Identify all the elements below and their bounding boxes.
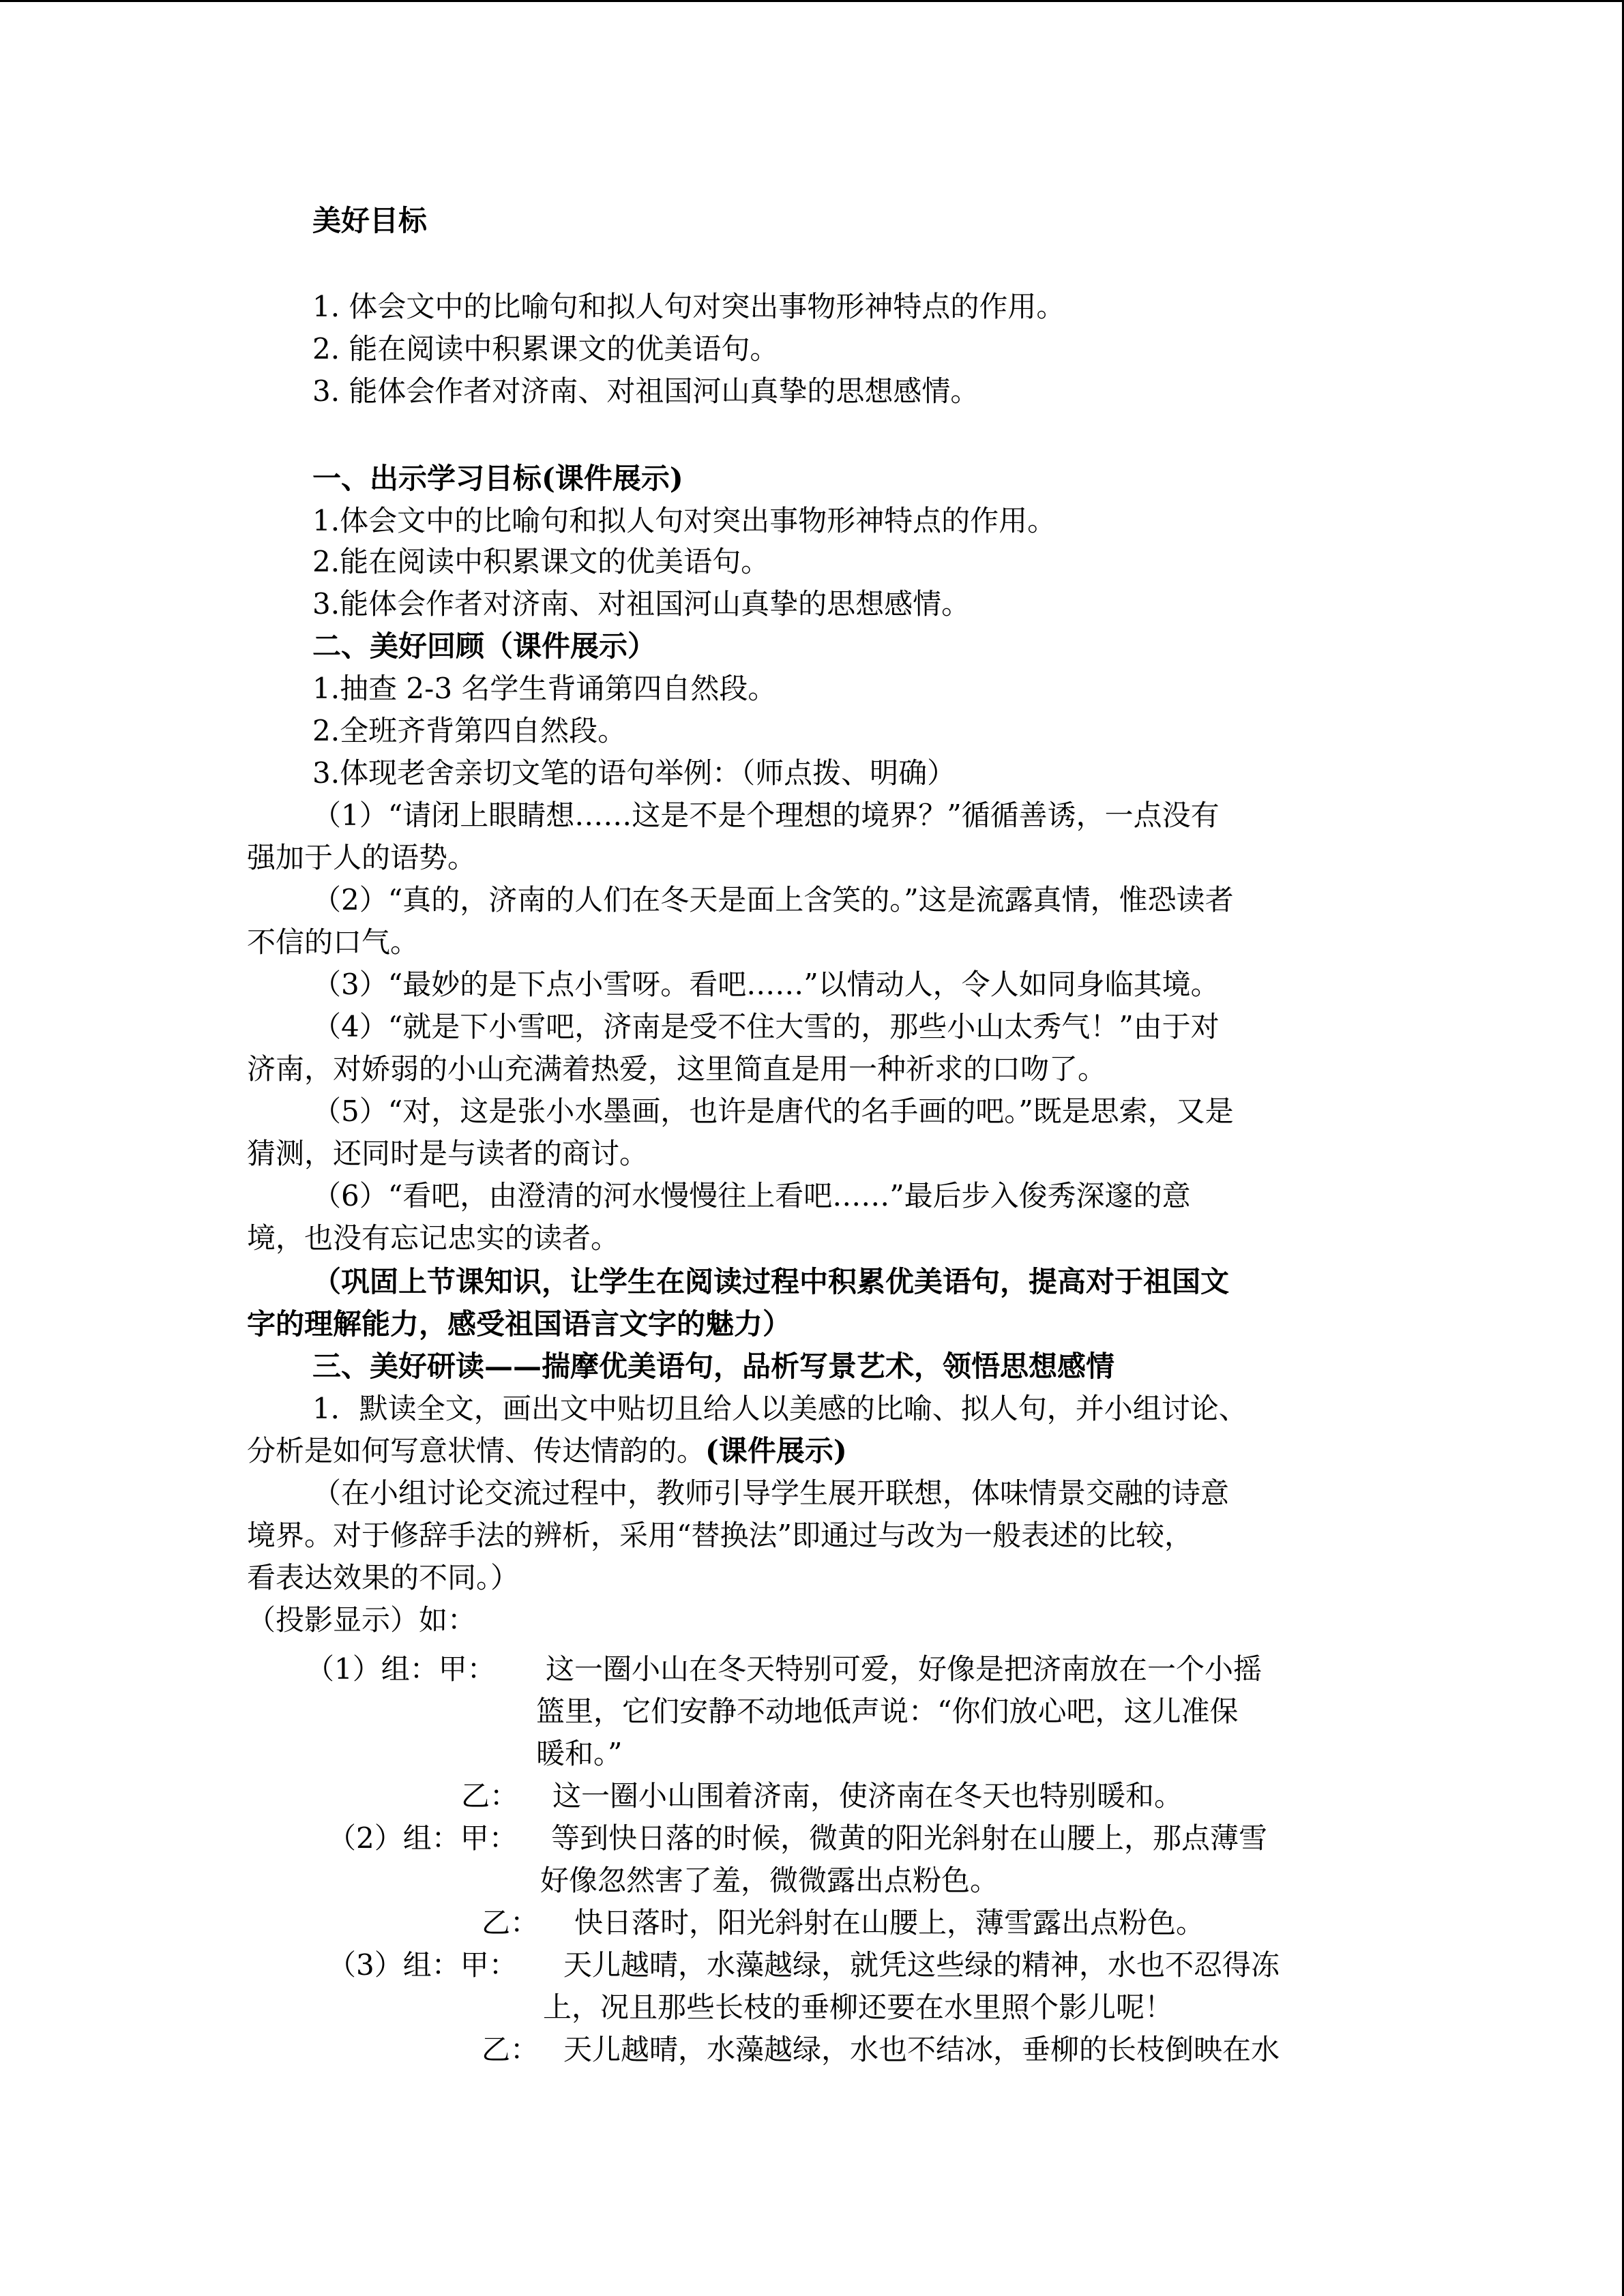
group-b-line: 这一圈小山围着济南，使济南在冬天也特别暖和。 [552,1779,1183,1813]
group-a-line: 等到快日落的时候，微黄的阳光斜射在山腰上，那点薄雪 [551,1821,1268,1855]
group-a-line: 暖和。” [536,1737,623,1770]
example-line: 强加于人的语势。 [247,841,477,874]
section1-item: 1.体会文中的比喻句和拟人句对突出事物形神特点的作用。 [312,504,1057,537]
group-a-line: 篮里，它们安静不动地低声说：“你们放心吧，这儿准保 [536,1695,1239,1728]
group-a-line: 好像忽然害了羞，微微露出点粉色。 [540,1864,999,1897]
example-line: 境，也没有忘记忠实的读者。 [247,1221,620,1255]
projection-label: （投影显示）如： [247,1603,477,1637]
example-line: 不信的口气。 [247,925,419,959]
goals-title: 美好目标 [312,204,428,237]
section3-note: 看表达效果的不同。） [247,1561,520,1594]
section3-heading: 三、美好研读——揣摩优美语句，品析写景艺术，领悟思想感情 [312,1350,1115,1383]
group-label: （1）组：甲： [306,1652,496,1686]
group-label: （2）组：甲： [327,1821,518,1855]
goal-item: 3. 能体会作者对济南、对祖国河山真挚的思想感情。 [312,374,979,408]
section3-note: 境界。对于修辞手法的辨析，采用“替换法”即通过与改为一般表述的比较， [247,1519,1193,1552]
example-line: （2）“真的，济南的人们在冬天是面上含笑的。”这是流露真情，惟恐读者 [312,883,1234,916]
section2-summary: （巩固上节课知识，让学生在阅读过程中积累优美语句，提高对于祖国文 [312,1265,1230,1298]
section3-task [247,1430,847,1472]
group-a-line: 这一圈小山在冬天特别可爱，好像是把济南放在一个小摇 [546,1652,1263,1686]
goal-item: 1. 体会文中的比喻句和拟人句对突出事物形神特点的作用。 [312,290,1065,323]
example-line: （4）“就是下小雪吧，济南是受不住大雪的，那些小山太秀气！”由于对 [312,1010,1220,1043]
section2-item: 1.抽查 2-3 名学生背诵第四自然段。 [312,672,777,705]
section3-task-text: 分析是如何写意状情、传达情韵的。 [247,1434,706,1467]
section3-task-tag: (课件展示) [705,1434,847,1467]
group-b-line: 天儿越晴，水藻越绿，水也不结冰，垂柳的长枝倒映在水 [563,2033,1280,2066]
section2-heading: 二、美好回顾（课件展示） [312,629,657,663]
section3-note: （在小组讨论交流过程中，教师引导学生展开联想，体味情景交融的诗意 [312,1476,1230,1510]
group-label: （3）组：甲： [327,1948,518,1982]
group-b-label: 乙： [461,1779,519,1813]
group-b-label: 乙： [482,1906,540,1939]
section1-heading: 一、出示学习目标(课件展示) [312,462,683,495]
section2-item: 3.体现老舍亲切文笔的语句举例：（师点拨、明确） [312,756,956,790]
example-line: 猜测，还同时是与读者的商讨。 [247,1137,649,1170]
group-a-line: 天儿越晴，水藻越绿，就凭这些绿的精神，水也不忍得冻 [563,1948,1280,1982]
example-line: （6）“看吧，由澄清的河水慢慢往上看吧……”最后步入俊秀深邃的意 [312,1179,1191,1212]
section1-item: 3.能体会作者对济南、对祖国河山真挚的思想感情。 [312,587,971,621]
section2-summary: 字的理解能力，感受祖国语言文字的魅力） [247,1307,792,1341]
example-line: （3）“最妙的是下点小雪呀。看吧……”以情动人，令人如同身临其境。 [312,968,1220,1001]
group-a-line: 上，况且那些长枝的垂柳还要在水里照个影儿呢！ [543,1991,1174,2024]
section1-item: 2.能在阅读中积累课文的优美语句。 [312,545,770,578]
group-b-label: 乙： [482,2033,540,2066]
section3-task: 1．默读全文，画出文中贴切且给人以美感的比喻、拟人句，并小组讨论、 [312,1392,1247,1425]
section2-item: 2.全班齐背第四自然段。 [312,714,627,747]
group-b-line: 快日落时，阳光斜射在山腰上，薄雪露出点粉色。 [574,1906,1205,1939]
goal-item: 2. 能在阅读中积累课文的优美语句。 [312,332,779,366]
example-line: （5）“对，这是张小水墨画，也许是唐代的名手画的吧。”既是思索，又是 [312,1094,1234,1128]
example-line: 济南，对娇弱的小山充满着热爱，这里简直是用一种祈求的口吻了。 [247,1052,1107,1086]
example-line: （1）“请闭上眼睛想……这是不是个理想的境界？”循循善诱，一点没有 [312,799,1220,832]
